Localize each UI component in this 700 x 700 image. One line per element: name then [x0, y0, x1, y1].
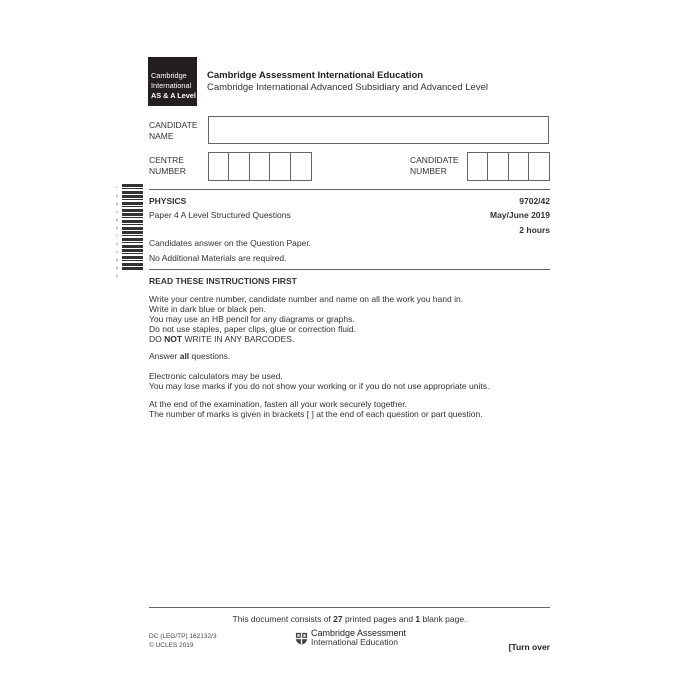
barcode [122, 184, 143, 282]
turn-over: [Turn over [508, 642, 550, 652]
barcode-digit: 5 [116, 258, 118, 262]
instruction-line [149, 334, 549, 344]
centre-digit-box[interactable] [270, 153, 290, 180]
barcode-digit: 1 [116, 210, 118, 214]
instruction-line: Electronic calculators may be used. [149, 371, 283, 381]
blank-pages: 1 [415, 614, 421, 624]
barcode-digit: 1 [116, 250, 118, 254]
barcode-digit: 4 [116, 242, 118, 246]
footer-divider [149, 607, 550, 608]
subject: PHYSICS [149, 196, 187, 206]
answer-instruction [149, 351, 230, 361]
instruction-line: Write in dark blue or black pen. [149, 304, 267, 314]
qualification-title: Cambridge International Advanced Subsidiary and Advanced Level [207, 82, 488, 93]
text: WRITE IN ANY BARCODES. [182, 334, 295, 344]
label-line: CENTRE [149, 155, 184, 165]
barcode-digit: 9 [116, 226, 118, 230]
label-line: CANDIDATE [149, 120, 198, 130]
emphasis: all [179, 351, 190, 361]
ref-code: DC (LEG/TP) 162132/3 [149, 633, 217, 640]
candidate-name-field[interactable] [208, 116, 549, 144]
exam-session: May/June 2019 [489, 210, 550, 220]
footer-logo-text [311, 629, 406, 647]
candidate-digit-box[interactable] [529, 153, 549, 180]
instruction-line: Do not use staples, paper clips, glue or correction fluid. [149, 324, 356, 334]
barcode-digit: 0 [116, 194, 118, 198]
paper-note-2: No Additional Materials are required. [149, 253, 287, 263]
printed-pages: 27 [333, 614, 343, 624]
cambridge-crest-icon [295, 632, 308, 645]
logo-line-1: Cambridge Assessment [311, 628, 407, 638]
candidate-digit-box[interactable] [488, 153, 508, 180]
org-title: Cambridge Assessment International Education [207, 70, 424, 81]
barcode-digit: 7 [116, 234, 118, 238]
document-reference [149, 632, 217, 650]
divider [149, 269, 550, 270]
paper-note-1: Candidates answer on the Question Paper. [149, 238, 312, 248]
barcode-digits [116, 184, 121, 280]
label-line: NUMBER [410, 165, 447, 176]
label-line: NUMBER [149, 165, 186, 176]
logo-line-3: AS & A Level [151, 91, 196, 100]
text: Answer [149, 351, 180, 361]
candidate-number-label [410, 155, 459, 176]
logo-line-2: International [151, 81, 192, 90]
text: blank page. [420, 614, 467, 624]
instructions-block-3 [149, 399, 549, 419]
instruction-line: The number of marks is given in brackets [ ] at the end of each question or part question. [149, 409, 483, 419]
candidate-name-label [149, 120, 198, 141]
centre-digit-box[interactable] [229, 153, 249, 180]
text: DO [149, 334, 165, 344]
paper-code: 9702/42 [519, 196, 550, 206]
page-count [149, 614, 550, 624]
centre-digit-box[interactable] [291, 153, 311, 180]
instruction-line: Write your centre number, candidate number and name on all the work you hand in. [149, 294, 464, 304]
text: printed pages and [342, 614, 416, 624]
instruction-line: You may lose marks if you do not show your working or if you do not use appropriate units. [149, 381, 490, 391]
emphasis: NOT [164, 334, 183, 344]
logo-line-2: International Education [311, 637, 398, 647]
paper-title: Paper 4 A Level Structured Questions [149, 210, 291, 220]
label-line: NAME [149, 130, 174, 141]
centre-digit-box[interactable] [250, 153, 270, 180]
footer-logo [295, 629, 406, 647]
text: questions. [189, 351, 231, 361]
copyright: © UCLES 2019 [149, 642, 194, 649]
instructions-heading: READ THESE INSTRUCTIONS FIRST [149, 276, 297, 286]
barcode-digit: * [116, 186, 118, 190]
barcode-digit: 8 [116, 218, 118, 222]
instruction-line: At the end of the examination, fasten all your work securely together. [149, 399, 407, 409]
centre-number-boxes [208, 152, 312, 181]
instructions-block-1 [149, 294, 549, 344]
text: This document consists of [232, 614, 334, 624]
cambridge-logo [148, 57, 197, 106]
barcode-digit: 5 [116, 266, 118, 270]
label-line: CANDIDATE [410, 155, 459, 165]
centre-digit-box[interactable] [209, 153, 229, 180]
instruction-line: You may use an HB pencil for any diagrams or graphs. [149, 314, 355, 324]
candidate-number-boxes [467, 152, 550, 181]
candidate-digit-box[interactable] [468, 153, 488, 180]
centre-number-label [149, 155, 186, 176]
barcode-digit: 2 [116, 274, 118, 278]
candidate-digit-box[interactable] [509, 153, 529, 180]
divider [149, 189, 550, 190]
logo-line-1: Cambridge [151, 71, 187, 80]
exam-duration: 2 hours [519, 225, 550, 235]
barcode-digit: 5 [116, 202, 118, 206]
instructions-block-2 [149, 371, 549, 391]
